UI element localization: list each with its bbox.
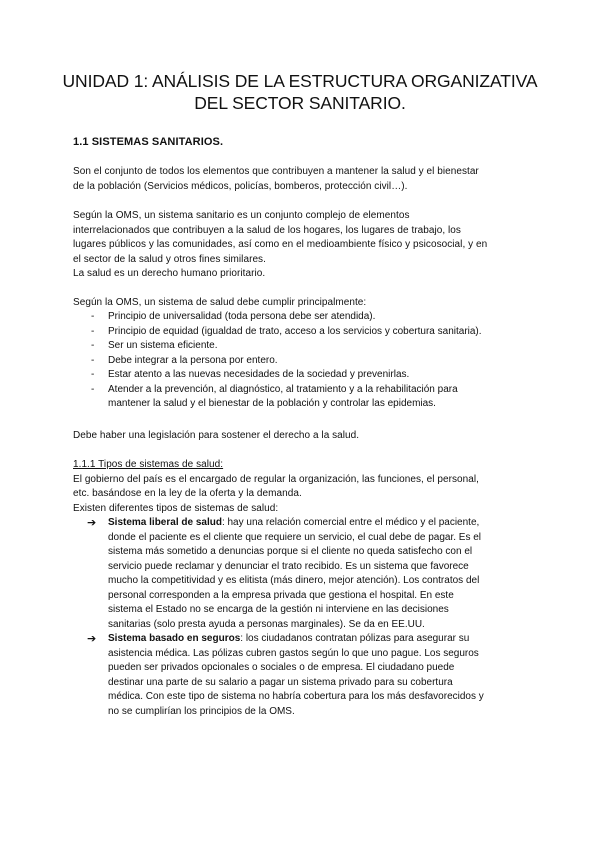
list-item-text: Principio de universalidad (toda persona debe ser atendida). [108, 311, 376, 322]
arrow-bullet-icon: ➔ [87, 517, 97, 529]
dash-bullet: - [91, 369, 95, 380]
text-line: La salud es un derecho humano prioritario. [73, 268, 266, 279]
text-line: Según la OMS, un sistema de salud debe cumplir principalmente: [73, 297, 367, 308]
list-item [73, 339, 533, 354]
list-item [73, 632, 533, 719]
list-item-text: sanitarias (solo presta ayuda a personas marginales). Se da en EE.UU. [108, 618, 425, 630]
text-line: El gobierno del país es el encargado de regular la organización, las funciones, el personal, [73, 473, 479, 485]
title-line-1: UNIDAD 1: ANÁLISIS DE LA ESTRUCTURA ORGANIZATIVA [62, 71, 538, 91]
text-line: Son el conjunto de todos los elementos que contribuyen a mantener la salud y el bienestar [73, 166, 479, 177]
list-item [73, 310, 533, 325]
list-item-text: sistema más sometido a denuncias porque si el cliente no queda satisfecho con el [108, 546, 473, 557]
list-item-text: sistema el Estado no se encarga de la gestión ni interviene en las decisiones [108, 604, 449, 615]
dash-bullet: - [91, 354, 95, 366]
text-line: etc. basándose en la ley de la oferta y la demanda. [73, 488, 302, 499]
list-item-text: mucho la competitividad y es elitista (más dinero, mejor atención). Los contratos del [108, 575, 480, 586]
paragraph-legislation [73, 429, 533, 444]
list-item-text: mantener la salud y el bienestar de la población y controlar las epidemias. [108, 398, 436, 409]
list-item [73, 354, 533, 369]
text-line: de la población (Servicios médicos, policías, bomberos, protección civil…). [73, 180, 408, 192]
section-heading: 1.1 SISTEMAS SANITARIOS. [73, 136, 224, 148]
text-line: interrelacionados que contribuyen a la salud de los hogares, los lugares de trabajo, los [73, 224, 461, 236]
page-title [40, 70, 560, 114]
system-name: Sistema liberal de salud [108, 517, 222, 528]
principles-list [73, 310, 533, 412]
list-item [73, 368, 533, 383]
list-item [73, 325, 533, 340]
list-item-text: no se cumplirían los principios de la OMS. [108, 705, 295, 717]
system-description: : hay una relación comercial entre el médico y el paciente, [221, 517, 480, 528]
list-item-first-line [108, 632, 533, 647]
title-line-2: DEL SECTOR SANITARIO. [194, 93, 406, 113]
list-item-text: personal corresponden a la empresa privada que gestiona el hospital. En este [108, 589, 454, 601]
arrow-bullet-icon: ➔ [87, 633, 97, 645]
list-item [73, 516, 533, 632]
dash-bullet: - [91, 340, 95, 351]
paragraph-definition [73, 165, 533, 194]
list-item-text: asistencia médica. Las pólizas cubren gastos según lo que uno pague. Los seguros [108, 647, 479, 659]
list-item [73, 383, 533, 412]
list-item-text: médica. Con este tipo de sistema no habría cobertura para los más desfavorecidos y [108, 691, 484, 702]
list-item-text: Ser un sistema eficiente. [108, 340, 218, 351]
dash-bullet: - [91, 311, 95, 322]
list-item-text: Atender a la prevención, al diagnóstico, al tratamiento y a la rehabilitación para [108, 383, 458, 395]
list-item-first-line [108, 516, 533, 531]
list-item-text: donde el paciente es el cliente que requiere un servicio, el cual debe de pagar. Es el [108, 531, 482, 543]
list-item-text: servicio puede reclamar y denunciar el trato recibido. Es un sistema que favorece [108, 560, 469, 572]
text-line: Existen diferentes tipos de sistemas de salud: [73, 502, 279, 514]
dash-bullet: - [91, 325, 95, 337]
systems-list [73, 516, 533, 719]
list-item-text: destinar una parte de su salario a pagar un sistema privado para su cobertura [108, 676, 453, 688]
list-item-text: pueden ser privados opcionales o sociales o de empresa. El ciudadano puede [108, 662, 455, 673]
dash-bullet: - [91, 383, 95, 395]
subsection-heading: 1.1.1 Tipos de sistemas de salud: [73, 459, 224, 470]
text-line: Según la OMS, un sistema sanitario es un conjunto complejo de elementos [73, 210, 410, 221]
system-description: : los ciudadanos contratan pólizas para asegurar su [240, 633, 470, 644]
list-item-text: Principio de equidad (igualdad de trato, acceso a los servicios y cobertura sanitaria). [108, 325, 482, 337]
text-line: lugares públicos y las comunidades, así como en el medioambiente físico y psicosocial, y en [73, 239, 488, 250]
paragraph-oms-definition [73, 209, 533, 282]
list-item-text: Estar atento a las nuevas necesidades de la sociedad y prevenirlas. [108, 369, 410, 380]
system-name: Sistema basado en seguros [108, 633, 241, 644]
text-line: Debe haber una legislación para sostener el derecho a la salud. [73, 430, 360, 441]
list-item-text: Debe integrar a la persona por entero. [108, 354, 278, 366]
paragraph-oms-requirements [73, 296, 533, 311]
text-line: el sector de la salud y otros fines similares. [73, 253, 266, 265]
subsection-block [73, 458, 533, 516]
